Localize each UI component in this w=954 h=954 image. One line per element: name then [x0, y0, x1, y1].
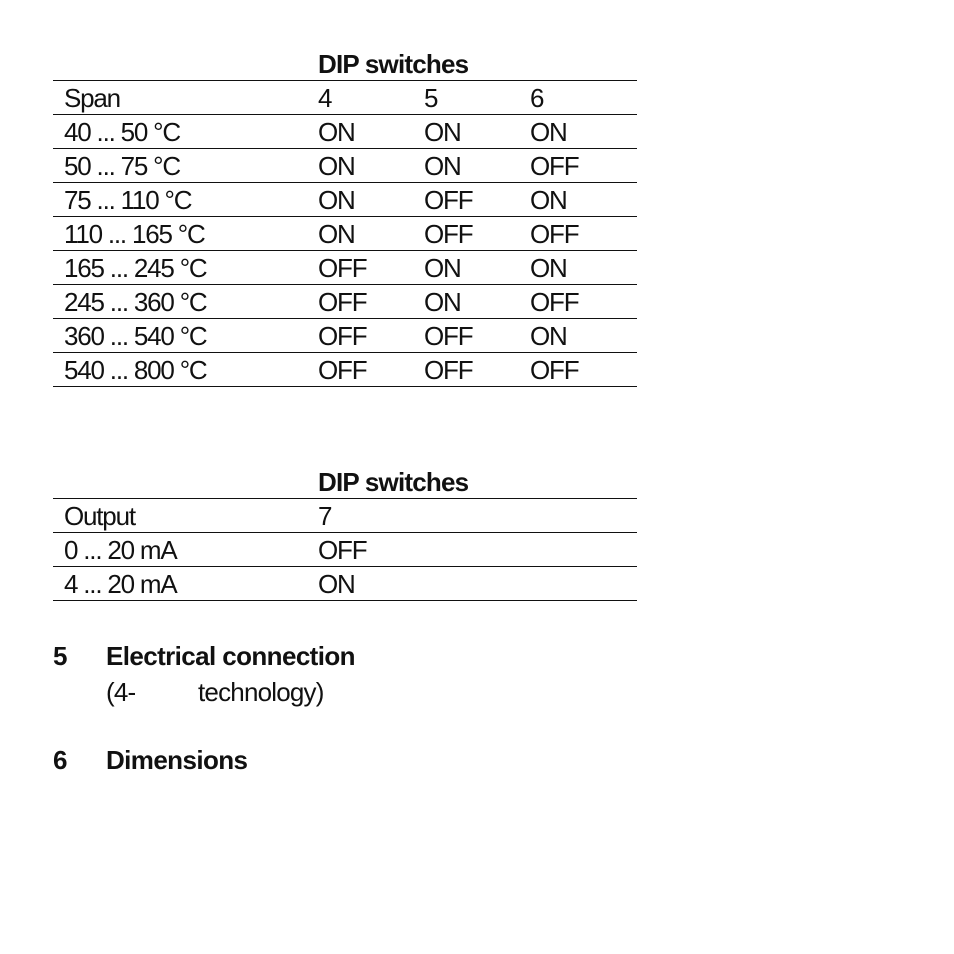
switch-5-cell: ON: [424, 117, 461, 147]
section-subtitle-prefix: (4-: [106, 677, 136, 707]
switch-7-cell: OFF: [318, 535, 367, 565]
column-header: Output: [64, 501, 135, 531]
table-row: [53, 183, 637, 217]
column-header: 6: [530, 83, 544, 113]
switch-5-cell: ON: [424, 151, 461, 181]
table-row: [53, 353, 637, 387]
switch-5-cell: ON: [424, 253, 461, 283]
switch-6-cell: OFF: [530, 219, 579, 249]
table-title-row: [53, 47, 637, 81]
switch-6-cell: ON: [530, 117, 567, 147]
switch-4-cell: ON: [318, 117, 355, 147]
switch-4-cell: OFF: [318, 287, 367, 317]
switch-4-cell: ON: [318, 151, 355, 181]
switch-5-cell: OFF: [424, 185, 473, 215]
span-cell: 75 ... 110 °C: [64, 185, 192, 215]
output-cell: 4 ... 20 mA: [64, 569, 177, 599]
switch-6-cell: ON: [530, 185, 567, 215]
span-cell: 50 ... 75 °C: [64, 151, 180, 181]
switch-6-cell: ON: [530, 253, 567, 283]
column-header: 7: [318, 501, 332, 531]
span-cell: 540 ... 800 °C: [64, 355, 207, 385]
output-cell: 0 ... 20 mA: [64, 535, 177, 565]
switch-5-cell: OFF: [424, 321, 473, 351]
table-row: [53, 533, 637, 567]
table-row: [53, 251, 637, 285]
table-row: [53, 217, 637, 251]
switch-4-cell: ON: [318, 185, 355, 215]
switch-4-cell: OFF: [318, 321, 367, 351]
table-row: [53, 115, 637, 149]
switch-4-cell: ON: [318, 219, 355, 249]
section-title: Electrical connection: [106, 641, 355, 671]
switch-5-cell: OFF: [424, 355, 473, 385]
switch-6-cell: ON: [530, 321, 567, 351]
switch-6-cell: OFF: [530, 355, 579, 385]
output-dip-table: [53, 465, 637, 601]
table-header-row: [53, 499, 637, 533]
column-header: 4: [318, 83, 332, 113]
column-header: Span: [64, 83, 120, 113]
switch-5-cell: ON: [424, 287, 461, 317]
table-title: DIP switches: [318, 467, 469, 497]
switch-6-cell: OFF: [530, 151, 579, 181]
span-cell: 245 ... 360 °C: [64, 287, 207, 317]
span-cell: 165 ... 245 °C: [64, 253, 207, 283]
table-row: [53, 149, 637, 183]
switch-7-cell: ON: [318, 569, 355, 599]
table-title-row: [53, 465, 637, 499]
span-cell: 40 ... 50 °C: [64, 117, 180, 147]
section-subtitle-suffix: technology): [198, 677, 324, 707]
section-number: 5: [53, 641, 68, 671]
span-cell: 360 ... 540 °C: [64, 321, 207, 351]
switch-6-cell: OFF: [530, 287, 579, 317]
switch-4-cell: OFF: [318, 355, 367, 385]
switch-5-cell: OFF: [424, 219, 473, 249]
table-title: DIP switches: [318, 49, 469, 79]
table-row: [53, 285, 637, 319]
section-title: Dimensions: [106, 745, 248, 775]
switch-4-cell: OFF: [318, 253, 367, 283]
span-dip-table: [53, 47, 637, 387]
table-row: [53, 319, 637, 353]
table-row: [53, 567, 637, 601]
column-header: 5: [424, 83, 438, 113]
table-header-row: [53, 81, 637, 115]
section-number: 6: [53, 745, 68, 775]
span-cell: 110 ... 165 °C: [64, 219, 205, 249]
